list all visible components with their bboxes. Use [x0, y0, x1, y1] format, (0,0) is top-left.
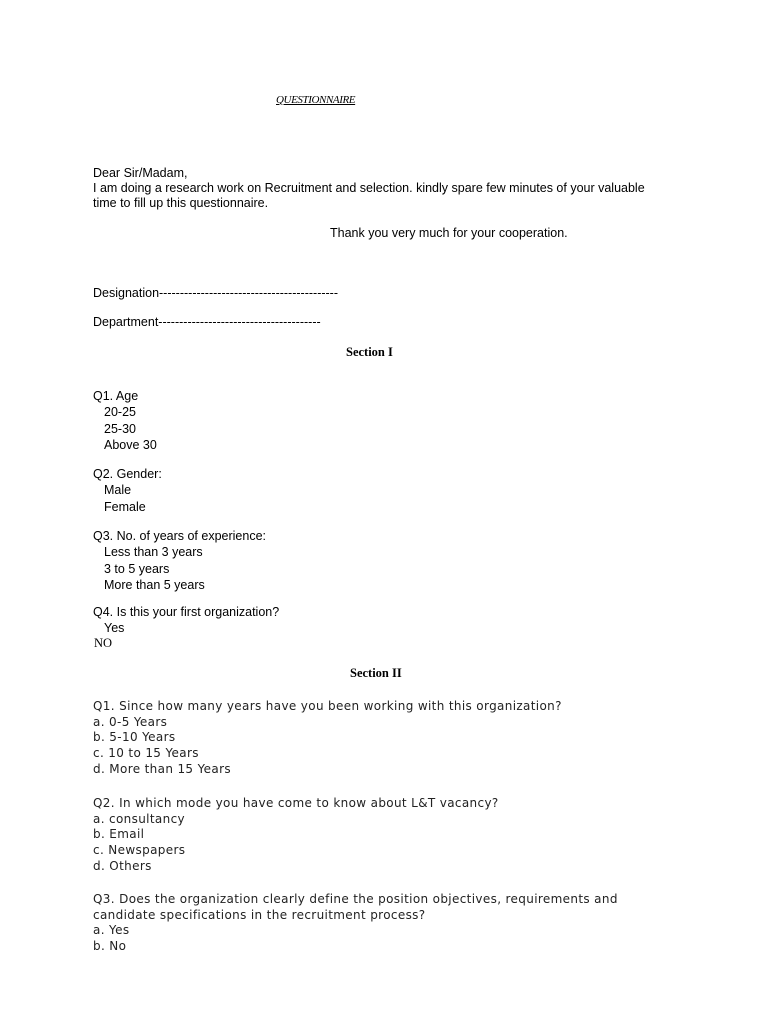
option: 20-25 [104, 405, 136, 420]
intro-line-2: time to fill up this questionnaire. [93, 196, 269, 210]
section-1-q4 [93, 604, 279, 637]
greeting: Dear Sir/Madam, [93, 166, 188, 180]
question-text: Q1. Since how many years have you been working with this organization? [93, 699, 562, 713]
option: Yes [104, 621, 125, 636]
option: 3 to 5 years [104, 561, 170, 576]
option: Less than 3 years [104, 545, 203, 560]
thanks-line: Thank you very much for your cooperation. [330, 226, 568, 240]
section-1-q1 [93, 388, 157, 453]
section-2-q1 [93, 699, 562, 778]
option: a. consultancy [93, 811, 185, 826]
option: d. More than 15 Years [93, 761, 231, 776]
page-title: QUESTIONNAIRE [276, 94, 356, 106]
option: c. 10 to 15 Years [93, 746, 199, 761]
section-1-heading: Section I [346, 345, 393, 359]
option: b. Email [93, 827, 145, 842]
option: b. 5-10 Years [93, 730, 176, 745]
intro-line-1: I am doing a research work on Recruitment and selection. kindly spare few minutes of your valuable [93, 181, 645, 195]
department-field: Department--------------------------------------- [93, 315, 321, 329]
option: Female [104, 499, 146, 514]
question-text: Q1. Age [93, 389, 139, 403]
designation-field: Designation------------------------------------------- [93, 286, 339, 300]
section-2-q3 [93, 892, 618, 955]
option: c. Newspapers [93, 843, 186, 858]
section-1-q2 [93, 466, 162, 515]
option: Above 30 [104, 437, 157, 452]
question-text-line-1: Q3. Does the organization clearly define the position objectives, requirements and [93, 892, 618, 906]
question-text: Q2. Gender: [93, 467, 162, 481]
option-no: NO [94, 636, 113, 650]
option: 25-30 [104, 421, 136, 436]
option: a. 0-5 Years [93, 714, 168, 729]
option: More than 5 years [104, 577, 205, 592]
option: a. Yes [93, 923, 130, 938]
question-text: Q2. In which mode you have come to know about L&T vacancy? [93, 796, 499, 810]
option: b. No [93, 939, 127, 954]
section-1-q3 [93, 528, 266, 593]
section-2-heading: Section II [350, 666, 402, 680]
question-text: Q4. Is this your first organization? [93, 605, 280, 619]
section-2-q2 [93, 796, 499, 875]
question-text: Q3. No. of years of experience: [93, 529, 267, 543]
option: d. Others [93, 858, 152, 873]
question-text-line-2: candidate specifications in the recruitment process? [93, 907, 426, 922]
option: Male [104, 483, 132, 498]
